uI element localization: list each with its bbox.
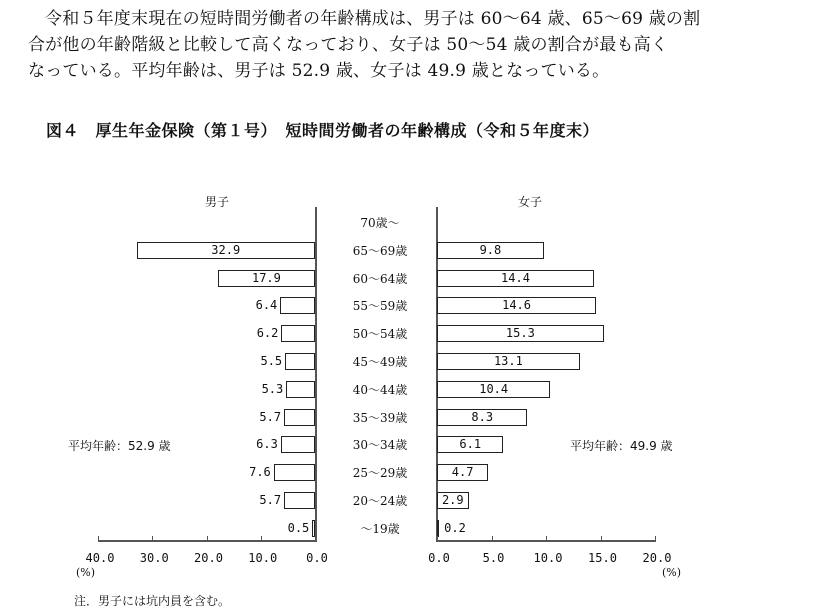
male-bar-value: 7.6 <box>249 465 271 480</box>
male-tick-label: 0.0 <box>306 551 328 565</box>
male-tick-label: 10.0 <box>248 551 278 565</box>
male-vertical-axis <box>315 207 317 542</box>
female-bar-value: 2.9 <box>441 493 464 507</box>
category-label: 40～44歳 <box>352 382 408 397</box>
male-bar-value: 5.7 <box>259 409 282 424</box>
male-axis-tick <box>315 536 316 541</box>
male-axis-tick <box>152 536 153 541</box>
female-bar-value: 14.4 <box>501 270 530 285</box>
male-axis-tick <box>207 536 208 541</box>
female-tick-label: 15.0 <box>588 551 617 565</box>
intro-line-1: 令和５年度末現在の短時間労働者の年齢構成は、男子は 60～64 歳、65～69 歳の割 <box>45 9 701 29</box>
category-label: 35～39歳 <box>352 410 408 425</box>
female-bar-value: 10.4 <box>479 381 509 396</box>
male-bar-value: 5.7 <box>259 493 282 507</box>
male-bar-value: 0.5 <box>287 520 310 535</box>
female-bar-value: 13.1 <box>493 354 523 368</box>
male-axis-tick <box>261 536 262 541</box>
category-label: 25～29歳 <box>352 466 408 481</box>
figure-title: 図４ 厚生年金保険（第１号） 短時間労働者の年齢構成（令和５年度末） <box>46 121 600 140</box>
intro-line-2: 合が他の年齢階級と比較して高くなっており、女子は 50～54 歳の割合が最も高く <box>28 35 669 55</box>
female-header: 女子 <box>518 195 543 209</box>
female-tick-label: 20.0 <box>642 551 672 565</box>
male-bar <box>284 409 315 426</box>
female-axis-tick <box>655 536 656 541</box>
male-bar <box>312 520 315 537</box>
intro-line-3: なっている。平均年齢は、男子は 52.9 歳、女子は 49.9 歳となっている。 <box>28 61 610 81</box>
female-bar-value: 0.2 <box>444 520 466 535</box>
female-bar-value: 6.1 <box>459 437 482 452</box>
female-axis-tick <box>601 536 602 541</box>
male-tick-label: 40.0 <box>85 551 115 565</box>
category-label: 65～69歳 <box>352 243 408 258</box>
male-unit-label: (%) <box>76 566 96 579</box>
female-bar-value: 9.8 <box>479 242 502 257</box>
female-bar <box>437 520 439 537</box>
male-bar <box>281 436 315 453</box>
female-bar-value: 15.3 <box>505 326 535 341</box>
male-bar-value: 5.3 <box>261 381 284 396</box>
category-label: 60～64歳 <box>352 271 408 286</box>
male-bar-value: 32.9 <box>211 242 241 257</box>
female-axis-tick <box>546 536 547 541</box>
male-bar <box>284 492 315 509</box>
male-axis-tick <box>98 536 99 541</box>
female-tick-label: 10.0 <box>533 551 563 565</box>
female-tick-label: 0.0 <box>428 551 450 565</box>
male-average-label: 平均年齢：52.9 歳 <box>68 439 171 453</box>
male-bar <box>286 381 315 398</box>
female-bar-value: 4.7 <box>451 465 474 480</box>
male-bar-value: 6.4 <box>255 298 278 313</box>
male-tick-label: 20.0 <box>194 551 223 565</box>
category-label: 20～24歳 <box>352 494 408 508</box>
female-average-label: 平均年齢：49.9 歳 <box>570 439 673 453</box>
category-label: 55～59歳 <box>352 299 408 314</box>
female-axis-tick <box>492 536 493 541</box>
female-bar-value: 14.6 <box>502 298 532 313</box>
male-bar <box>280 297 315 314</box>
male-bar <box>281 325 315 342</box>
male-bar-value: 17.9 <box>251 270 281 285</box>
category-label: 70歳～ <box>360 216 400 230</box>
male-bar-value: 6.3 <box>256 437 278 452</box>
category-label: 30～34歳 <box>352 438 408 453</box>
footnote: 注．男子には坑内員を含む。 <box>74 594 231 608</box>
category-label: 50～54歳 <box>352 327 408 342</box>
male-tick-label: 30.0 <box>139 551 169 565</box>
female-unit-label: (%) <box>662 566 682 579</box>
male-bar <box>274 464 315 481</box>
female-axis-tick <box>437 536 438 541</box>
female-bar-value: 8.3 <box>471 409 494 424</box>
male-bar-value: 5.5 <box>260 354 283 368</box>
category-label: 45～49歳 <box>352 355 408 369</box>
category-label: ～19歳 <box>360 521 400 536</box>
male-bar <box>285 353 315 370</box>
male-bar-value: 6.2 <box>256 326 279 341</box>
male-header: 男子 <box>205 195 230 209</box>
female-tick-label: 5.0 <box>482 551 505 565</box>
